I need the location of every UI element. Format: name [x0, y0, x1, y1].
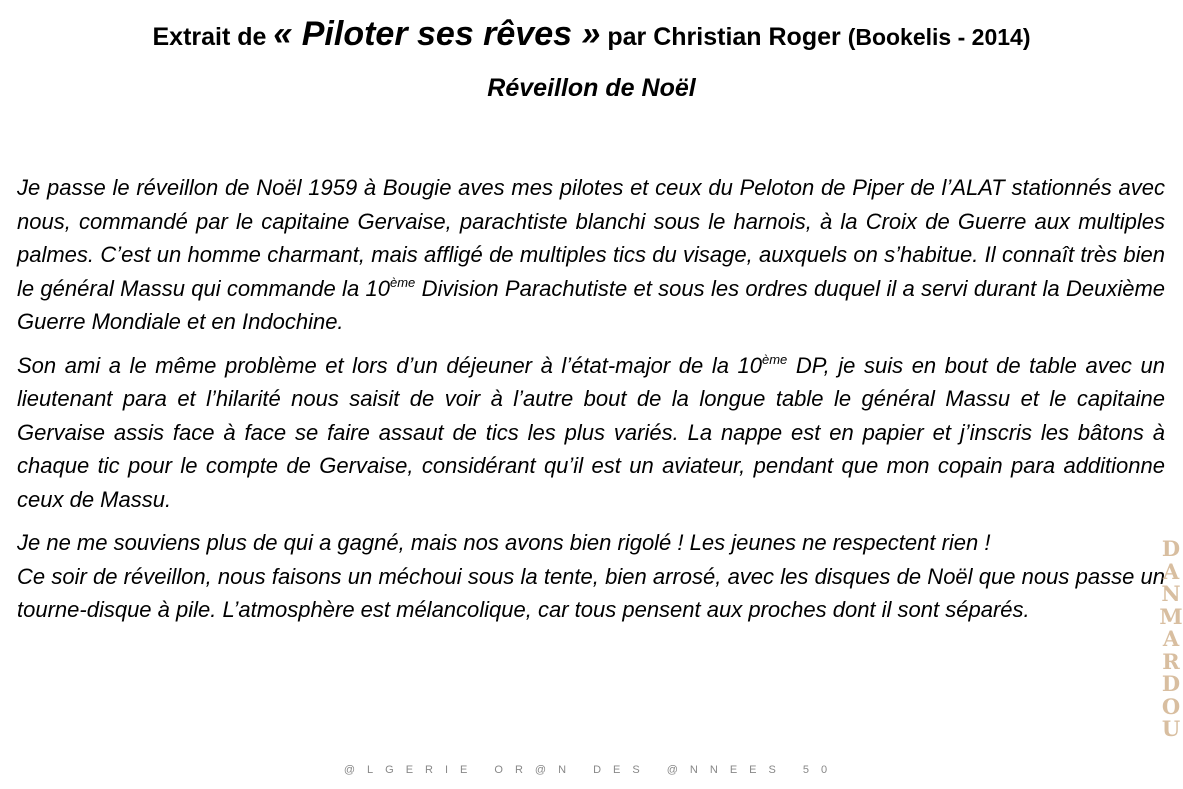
- paragraph-1-text-a: Je passe le réveillon de Noël 1959 à Bougie aves mes pilotes et ceux du Peloton de Piper de l’ALAT stationnés avec nous, commandé par le capitaine Gervaise, parachtiste blanchi sous le harnois, à la Croix de Guerre aux multiples palmes. C’est un homme charmant, mais affligé de multiples tics du visage, auxquels on s’habitue. Il connaît très bien le général Massu qui commande la 10: [17, 175, 1165, 301]
- body-text: [17, 171, 1165, 627]
- paragraph-4: Ce soir de réveillon, nous faisons un méchoui sous la tente, bien arrosé, avec les disques de Noël que nous passe un tourne-disque à pile. L’atmosphère est mélancolique, car tous pensent aux proches dont il sont séparés.: [17, 563, 1165, 622]
- ordinal-suffix: ème: [762, 351, 788, 367]
- footer-caption: @LGERIE OR@N DES @NNEES 50: [343, 764, 840, 776]
- watermark-signature: DANMARDOU: [1159, 536, 1183, 741]
- chapter-title: Réveillon de Noël: [487, 74, 696, 102]
- paragraph-2: [17, 349, 1165, 517]
- document-header: [0, 10, 1183, 61]
- header-prefix: Extrait de: [152, 23, 267, 51]
- publisher-info: (Bookelis - 2014): [847, 24, 1031, 50]
- author-name: par Christian Roger: [607, 23, 841, 51]
- paragraph-1-text-b: Division Parachutiste et sous les ordres duquel il a servi durant la Deuxième Guerre Mondiale et en Indochine.: [17, 275, 1166, 334]
- paragraph-2-text-b: DP, je suis en bout de table avec un lieutenant para et l’hilarité nous saisit de voir à l’autre bout de la longue table le général Massu et le capitaine Gervaise assis face à face se faire assaut de tics les plus variés. La nappe est en papier et j’inscris les bâtons à chaque tic pour le compte de Gervaise, considérant qu’il est un aviateur, pendant que mon copain para additionne ceux de Massu.: [17, 352, 1165, 512]
- paragraph-3: Je ne me souviens plus de qui a gagné, mais nos avons bien rigolé ! Les jeunes ne respectent rien !: [17, 530, 991, 555]
- paragraph-1: [17, 171, 1165, 339]
- paragraph-2-text-a: Son ami a le même problème et lors d’un déjeuner à l’état-major de la 10: [17, 352, 762, 378]
- book-title: « Piloter ses rêves »: [273, 15, 601, 53]
- ordinal-suffix: ème: [389, 274, 416, 290]
